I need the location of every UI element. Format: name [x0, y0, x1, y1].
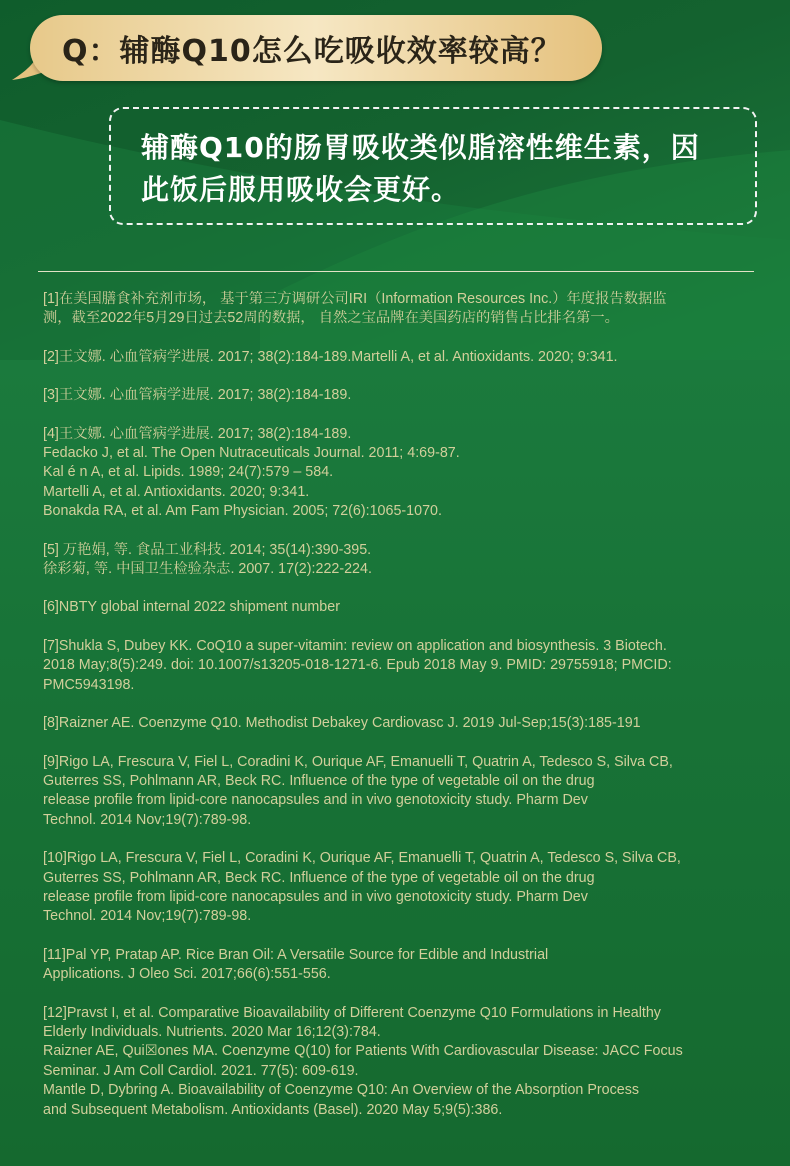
reference-line: [8]Raizner AE. Coenzyme Q10. Methodist Debakey Cardiovasc J. 2019 Jul-Sep;15(3):185-191 — [43, 715, 641, 732]
reference-item — [43, 290, 748, 329]
reference-line: [6]NBTY global internal 2022 shipment number — [43, 599, 340, 616]
reference-item — [43, 946, 748, 985]
reference-line: Guterres SS, Pohlmann AR, Beck RC. Influence of the type of vegetable oil on the drug — [43, 772, 595, 789]
reference-line: release profile from lipid-core nanocapsules and in vivo genotoxicity study. Pharm Dev — [43, 888, 588, 905]
reference-line: Guterres SS, Pohlmann AR, Beck RC. Influence of the type of vegetable oil on the drug — [43, 869, 595, 886]
reference-line: Raizner AE, Qui☒ones MA. Coenzyme Q(10) for Patients With Cardiovascular Disease: JACC Focus — [43, 1043, 683, 1060]
reference-item — [43, 849, 748, 927]
reference-line: [7]Shukla S, Dubey KK. CoQ10 a super-vitamin: review on application and biosynthesis. 3 Biotech. — [43, 637, 667, 654]
reference-item — [43, 425, 748, 522]
question-text: Q：辅酶Q10怎么吃吸收效率较高？ — [62, 34, 562, 69]
reference-line: [3]王文娜. 心血管病学进展. 2017; 38(2):184-189. — [43, 387, 352, 404]
reference-line: Kal é n A, et al. Lipids. 1989; 24(7):579 – 584. — [43, 464, 334, 481]
reference-line: [4]王文娜. 心血管病学进展. 2017; 38(2):184-189. — [43, 425, 352, 442]
reference-line: [2]王文娜. 心血管病学进展. 2017; 38(2):184-189.Martelli A, et al. Antioxidants. 2020; 9:341. — [43, 348, 618, 365]
answer-text — [141, 127, 729, 211]
reference-item — [43, 348, 748, 367]
reference-item — [43, 1004, 748, 1120]
reference-line: Mantle D, Dybring A. Bioavailability of Coenzyme Q10: An Overview of the Absorption Process — [43, 1082, 639, 1099]
reference-item — [43, 753, 748, 831]
reference-line: Fedacko J, et al. The Open Nutraceuticals Journal. 2011; 4:69-87. — [43, 445, 460, 462]
reference-item — [43, 714, 748, 733]
reference-line: and Subsequent Metabolism. Antioxidants (Basel). 2020 May 5;9(5):386. — [43, 1101, 503, 1118]
reference-line: release profile from lipid-core nanocapsules and in vivo genotoxicity study. Pharm Dev — [43, 792, 588, 809]
reference-line: [10]Rigo LA, Frescura V, Fiel L, Coradini K, Ourique AF, Emanuelli T, Quatrin A, Tedesco S, Silva CB, — [43, 850, 681, 867]
reference-line: Martelli A, et al. Antioxidants. 2020; 9:341. — [43, 483, 310, 500]
reference-line: [11]Pal YP, Pratap AP. Rice Bran Oil: A Versatile Source for Edible and Industrial — [43, 946, 549, 963]
reference-line: 2018 May;8(5):249. doi: 10.1007/s13205-018-1271-6. Epub 2018 May 9. PMID: 29755918; PMCID: — [43, 657, 672, 674]
reference-line: 测，截至2022年5月29日过去52周的数据， 自然之宝品牌在美国药店的销售占比排名第一。 — [43, 310, 619, 327]
reference-line: Elderly Individuals. Nutrients. 2020 Mar 16;12(3):784. — [43, 1023, 381, 1040]
reference-line: Seminar. J Am Coll Cardiol. 2021. 77(5): 609-619. — [43, 1062, 359, 1079]
reference-line: PMC5943198. — [43, 676, 135, 693]
reference-line: [5] 万艳娟, 等. 食品工业科技. 2014; 35(14):390-395. — [43, 541, 372, 558]
answer-line: 辅酶Q10的肠胃吸收类似脂溶性维生素，因 — [141, 131, 700, 164]
reference-line: 徐彩菊, 等. 中国卫生检验杂志. 2007. 17(2):222-224. — [43, 561, 372, 578]
reference-item — [43, 386, 748, 405]
answer-box — [109, 107, 757, 225]
divider — [38, 271, 754, 272]
answer-line: 此饭后服用吸收会更好。 — [141, 173, 461, 206]
reference-item — [43, 541, 748, 580]
references-list — [43, 290, 748, 1139]
question-bubble — [30, 15, 602, 81]
reference-item — [43, 598, 748, 617]
reference-line: Bonakda RA, et al. Am Fam Physician. 2005; 72(6):1065-1070. — [43, 503, 442, 520]
reference-item — [43, 637, 748, 695]
reference-line: Technol. 2014 Nov;19(7):789-98. — [43, 811, 252, 828]
reference-line: [1]在美国膳食补充剂市场， 基于第三方调研公司IRI（Information Resources Inc.）年度报告数据监 — [43, 291, 667, 307]
reference-line: [9]Rigo LA, Frescura V, Fiel L, Coradini K, Ourique AF, Emanuelli T, Quatrin A, Tedesco S, Silva CB, — [43, 753, 673, 770]
reference-line: Technol. 2014 Nov;19(7):789-98. — [43, 908, 252, 925]
reference-line: Applications. J Oleo Sci. 2017;66(6):551-556. — [43, 966, 331, 983]
reference-line: [12]Pravst I, et al. Comparative Bioavailability of Different Coenzyme Q10 Formulations in Healthy — [43, 1004, 661, 1021]
